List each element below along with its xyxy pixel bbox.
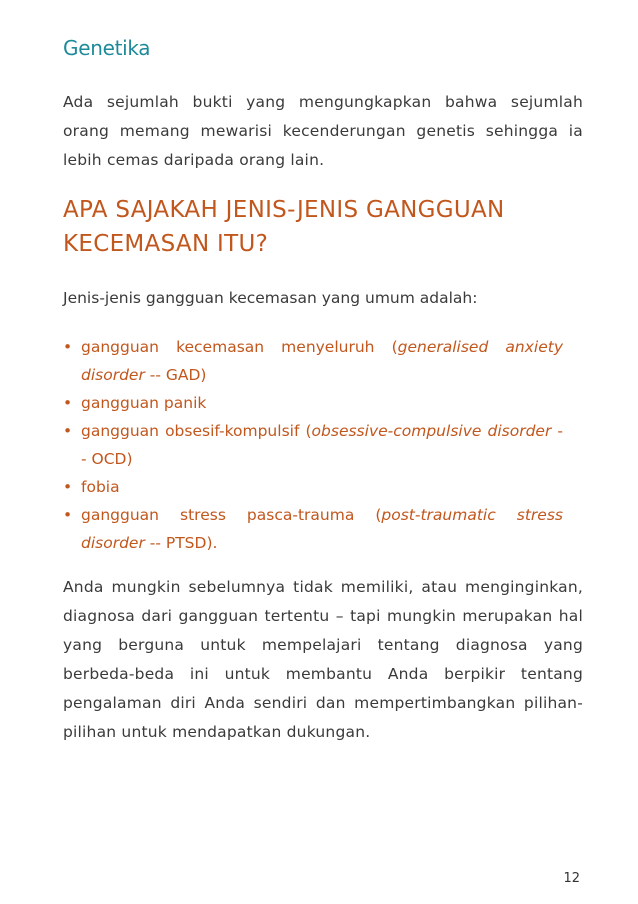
document-page — [63, 0, 583, 904]
list-item-text: gangguan obsesif-kompulsif ( — [81, 422, 312, 440]
list-item-text: gangguan stress pasca-trauma ( — [81, 506, 382, 524]
list-item-english-term: obsessive-compulsive disorder — [311, 422, 552, 440]
list-item — [63, 501, 563, 557]
page-number: 12 — [563, 871, 580, 886]
list-item — [63, 473, 563, 501]
outro-paragraph: Anda mungkin sebelumnya tidak memiliki, atau menginginkan, diagnosa dari gangguan tertentu – tapi mungkin merupakan hal yang berguna untuk mempelajari tentang diagnosa yang berbeda-beda ini untuk membantu Anda berpikir tentang pengalaman diri Anda sendiri dan mempertimbangkan pilihan-pilihan untuk mendapatkan dukungan. — [63, 578, 583, 741]
list-item — [63, 389, 563, 417]
anxiety-types-list — [63, 333, 563, 557]
main-heading: APA SAJAKAH JENIS-JENIS GANGGUAN KECEMASAN ITU? — [63, 197, 505, 257]
lead-sentence: Jenis-jenis gangguan kecemasan yang umum adalah: — [63, 289, 478, 307]
list-item — [63, 333, 563, 389]
section-title: Genetika — [63, 36, 151, 60]
bullet-marker: • — [63, 422, 73, 440]
bullet-marker: • — [63, 338, 73, 356]
list-item-text: gangguan panik — [81, 394, 207, 412]
intro-paragraph: Ada sejumlah bukti yang mengungkapkan bahwa sejumlah orang memang mewarisi kecenderungan genetis sehingga ia lebih cemas daripada orang lain. — [63, 93, 583, 169]
list-item-abbreviation: -- GAD) — [144, 366, 207, 384]
list-item-abbreviation: -- OCD) — [81, 422, 564, 468]
list-item-english-term: post-traumatic stress disorder — [81, 506, 563, 552]
list-item-english-term: generalised anxiety disorder — [81, 338, 563, 384]
list-item-text: gangguan kecemasan menyeluruh ( — [81, 338, 398, 356]
bullet-marker: • — [63, 506, 73, 524]
list-item-abbreviation: -- PTSD). — [144, 534, 218, 552]
list-item-text: fobia — [81, 478, 120, 496]
bullet-marker: • — [63, 478, 73, 496]
bullet-marker: • — [63, 394, 73, 412]
list-item — [63, 417, 563, 473]
